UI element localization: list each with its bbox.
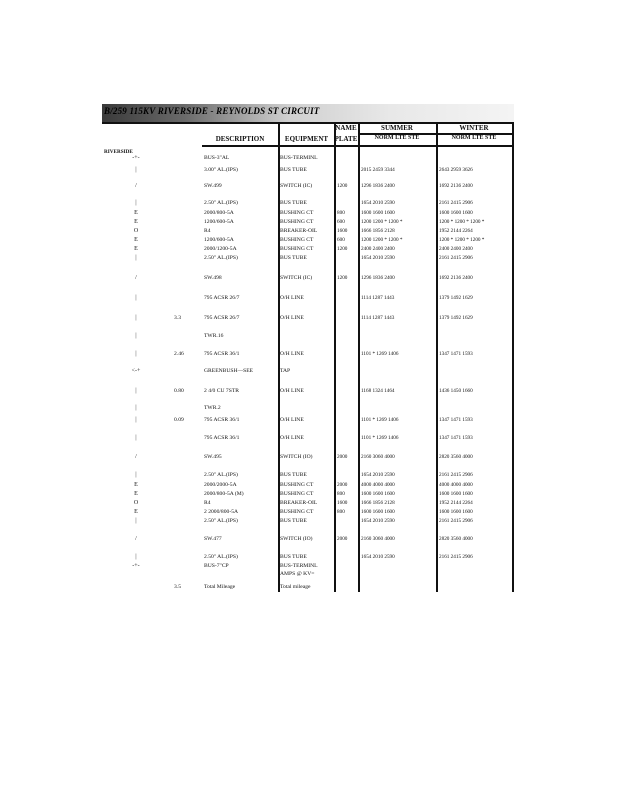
description-cell: Total Mileage [204,584,236,590]
winter-ratings: 1952 2144 2264 [439,500,473,506]
ratings-table [102,122,514,592]
equipment-cell: O/H LINE [280,295,304,301]
summer-ratings: 1654 2010 2590 [361,255,395,261]
mileage-value: 2.46 [174,351,184,357]
description-cell: 1200/600-5A [204,219,234,225]
winter-ratings: 1436 1450 1660 [439,388,473,394]
equipment-cell: BUSHING CT [280,482,314,488]
mileage-value: 3.5 [174,584,181,590]
summer-ratings: 1600 1600 1600 [361,210,395,216]
col-divider-winter [436,122,438,592]
nameplate-value: 800 [337,491,345,497]
header-winter-subcols: NORM LTE STE [451,135,497,141]
diagram-symbol: | [135,255,137,261]
winter-ratings: 1692 2136 2400 [439,275,473,281]
description-cell: GREENBUSH—SEE [204,368,254,374]
summer-ratings: 1654 2010 2590 [361,200,395,206]
winter-ratings: 2161 2415 2906 [439,554,473,560]
description-cell: 795 ACSR 26/7 [204,315,240,321]
diagram-symbol: E [134,491,138,497]
diagram-symbol: | [135,405,137,411]
winter-ratings: 4000 4000 4000 [439,482,473,488]
mileage-value: 0.09 [174,417,184,423]
diagram-symbol: | [135,295,137,301]
diagram-symbol: E [134,509,138,515]
equipment-cell: BUS-TERMINL [280,155,318,161]
summer-ratings: 2160 3060 4000 [361,536,395,542]
winter-ratings: 1600 1600 1600 [439,491,473,497]
equipment-cell: BUSHING CT [280,219,314,225]
summer-ratings: 1666 1856 2128 [361,500,395,506]
winter-ratings: 1347 1471 1593 [439,435,473,441]
diagram-symbol: E [134,246,138,252]
diagram-symbol: -+- [132,155,140,161]
summer-ratings: 1168 1324 1464 [361,388,395,394]
diagram-symbol: | [135,333,137,339]
description-cell: 2.50" AL.(IPS) [204,518,238,524]
nameplate-value: 1200 [337,275,348,281]
description-cell: 2.50" AL.(IPS) [204,255,238,261]
header-name: NAME [335,124,357,132]
diagram-symbol: O [133,228,139,234]
description-cell: 795 ACSR 36/1 [204,417,240,423]
col-divider-right [512,122,514,592]
description-cell: R4 [204,228,211,234]
summer-ratings: 1101 * 1269 1406 [361,351,399,357]
description-cell: TWR.16 [204,333,224,339]
winter-ratings: 1200 * 1200 * 1200 * [439,219,485,225]
diagram-symbol: | [135,351,137,357]
equipment-cell: BUSHING CT [280,210,314,216]
equipment-cell: BUS TUBE [280,255,307,261]
description-cell: 2.50" AL.(IPS) [204,554,238,560]
summer-ratings: 2160 3060 4000 [361,454,395,460]
description-cell: 2000/1200-5A [204,246,237,252]
summer-ratings: 1200 1200 * 1200 * [361,237,403,243]
summer-ratings: 1296 1836 2400 [361,183,395,189]
nameplate-value: 600 [337,219,345,225]
nameplate-value: 2000 [337,482,348,488]
summer-ratings: 1114 1287 1443 [361,295,395,301]
diagram-symbol: E [134,237,138,243]
equipment-cell: O/H LINE [280,435,304,441]
summer-ratings: 2400 2400 2400 [361,246,395,252]
nameplate-value: 1200 [337,246,348,252]
equipment-cell: BUS TUBE [280,518,307,524]
equipment-cell: BREAKER-OIL [280,228,318,234]
summer-ratings: 1666 1856 2128 [361,228,395,234]
diagram-symbol: | [135,435,137,441]
equipment-cell: O/H LINE [280,417,304,423]
description-cell: 2 4/0 CU 7STR [204,388,239,394]
header-summer: SUMMER [381,124,413,132]
equipment-cell: Total mileage [280,584,311,590]
description-cell: 795 ACSR 26/7 [204,295,240,301]
description-cell: R4 [204,500,211,506]
header-description: DESCRIPTION [215,135,265,143]
equipment-cell: BUS TUBE [280,200,307,206]
diagram-symbol: / [135,275,137,281]
diagram-symbol: | [135,472,137,478]
description-cell: SW.498 [204,275,222,281]
winter-ratings: 2820 3560 4000 [439,536,473,542]
nameplate-value: 2000 [337,536,348,542]
winter-ratings: 1200 * 1200 * 1200 * [439,237,485,243]
diagram-symbol: O [133,500,139,506]
description-cell: 3.00" AL.(IPS) [204,167,238,173]
equipment-cell: BUS-TERMINL [280,563,318,569]
summer-ratings: 1654 2010 2590 [361,554,395,560]
diagram-symbol: <-+ [131,368,141,374]
header-bottom-rule [202,145,514,147]
mileage-value: 3.3 [174,315,181,321]
equipment-cell: SWITCH (IC) [280,183,313,189]
description-cell: 2.50" AL.(IPS) [204,200,238,206]
equipment-cell: TAP [280,368,291,374]
nameplate-value: 800 [337,210,345,216]
diagram-symbol: E [134,482,138,488]
diagram-symbol: E [134,219,138,225]
diagram-symbol: | [135,315,137,321]
description-cell: 2000/800-5A [204,210,234,216]
winter-ratings: 2400 2400 2400 [439,246,473,252]
equipment-cell: BUSHING CT [280,491,314,497]
winter-ratings: 1952 2144 2264 [439,228,473,234]
nameplate-value: 800 [337,509,345,515]
diagram-symbol: E [134,210,138,216]
description-cell: SW.499 [204,183,222,189]
equipment-cell: BUSHING CT [280,237,314,243]
winter-ratings: 1600 1600 1600 [439,210,473,216]
equipment-cell: SWITCH (IO) [280,536,313,542]
description-cell: 795 ACSR 36/1 [204,351,240,357]
winter-ratings: 2643 2959 3626 [439,167,473,173]
equipment-cell: SWITCH (IO) [280,454,313,460]
diagram-symbol: / [135,536,137,542]
title-bar [102,104,514,124]
summer-ratings: 1114 1287 1443 [361,315,395,321]
header-plate: PLATE [334,135,358,143]
equipment-cell: BUSHING CT [280,246,314,252]
winter-ratings: 2161 2415 2906 [439,472,473,478]
nameplate-value: 600 [337,237,345,243]
winter-ratings: 1347 1471 1593 [439,417,473,423]
description-cell: BUS-3"AL [204,155,230,161]
equipment-cell: O/H LINE [280,388,304,394]
diagram-symbol: | [135,200,137,206]
description-cell: 2000/800-5A (M) [204,491,244,497]
equipment-cell: BUS TUBE [280,472,307,478]
description-cell: 2 2000/800-5A [204,509,239,515]
equipment-cell: AMPS @ KV= [280,571,315,577]
diagram-symbol: | [135,554,137,560]
equipment-cell: O/H LINE [280,351,304,357]
nameplate-value: 1600 [337,228,348,234]
equipment-cell: BUS TUBE [280,554,307,560]
summer-ratings: 1101 * 1269 1406 [361,435,399,441]
description-cell: 795 ACSR 36/1 [204,435,240,441]
equipment-cell: BUSHING CT [280,509,314,515]
winter-ratings: 2161 2415 2906 [439,200,473,206]
description-cell: TWR.2 [204,405,221,411]
equipment-cell: SWITCH (IC) [280,275,313,281]
diagram-symbol: | [135,167,137,173]
winter-ratings: 1347 1471 1593 [439,351,473,357]
winter-ratings: 2161 2415 2906 [439,255,473,261]
winter-ratings: 1379 1492 1629 [439,295,473,301]
col-divider-nameplate [334,122,336,592]
summer-ratings: 2015 2459 3344 [361,167,395,173]
nameplate-value: 2000 [337,454,348,460]
winter-ratings: 1600 1600 1600 [439,509,473,515]
header-summer-subcols: NORM LTE STE [374,135,420,141]
winter-ratings: 1692 2136 2400 [439,183,473,189]
summer-ratings: 1600 1600 1600 [361,509,395,515]
summer-ratings: 1600 1600 1600 [361,491,395,497]
winter-ratings: 2820 3560 4000 [439,454,473,460]
diagram-symbol: | [135,518,137,524]
diagram-symbol: -+- [132,563,140,569]
equipment-cell: BREAKER-OIL [280,500,318,506]
description-cell: 2.50" AL.(IPS) [204,472,238,478]
diagram-symbol: / [135,183,137,189]
diagram-symbol: | [135,388,137,394]
start-station-label: RIVERSIDE [104,149,133,155]
diagram-symbol: | [135,417,137,423]
description-cell: 1200/600-5A [204,237,234,243]
summer-ratings: 1200 1200 * 1200 * [361,219,403,225]
winter-ratings: 1379 1492 1629 [439,315,473,321]
document-title: B/259 115KV RIVERSIDE - REYNOLDS ST CIRCUIT [104,106,320,116]
summer-ratings: 1101 * 1269 1406 [361,417,399,423]
summer-ratings: 1296 1836 2400 [361,275,395,281]
diagram-symbol: / [135,454,137,460]
summer-ratings: 1654 2010 2590 [361,472,395,478]
description-cell: 2000/2000-5A [204,482,237,488]
description-cell: SW.477 [204,536,222,542]
nameplate-value: 1600 [337,500,348,506]
header-equipment: EQUIPMENT [284,135,329,143]
header-winter: WINTER [459,124,489,132]
mileage-value: 0.80 [174,388,184,394]
summer-ratings: 4000 4000 4000 [361,482,395,488]
nameplate-value: 1200 [337,183,348,189]
description-cell: SW.495 [204,454,222,460]
description-cell: BUS-7"CP [204,563,229,569]
summer-ratings: 1654 2010 2590 [361,518,395,524]
col-divider-summer [358,122,360,592]
winter-ratings: 2161 2415 2906 [439,518,473,524]
equipment-cell: BUS TUBE [280,167,307,173]
equipment-cell: O/H LINE [280,315,304,321]
